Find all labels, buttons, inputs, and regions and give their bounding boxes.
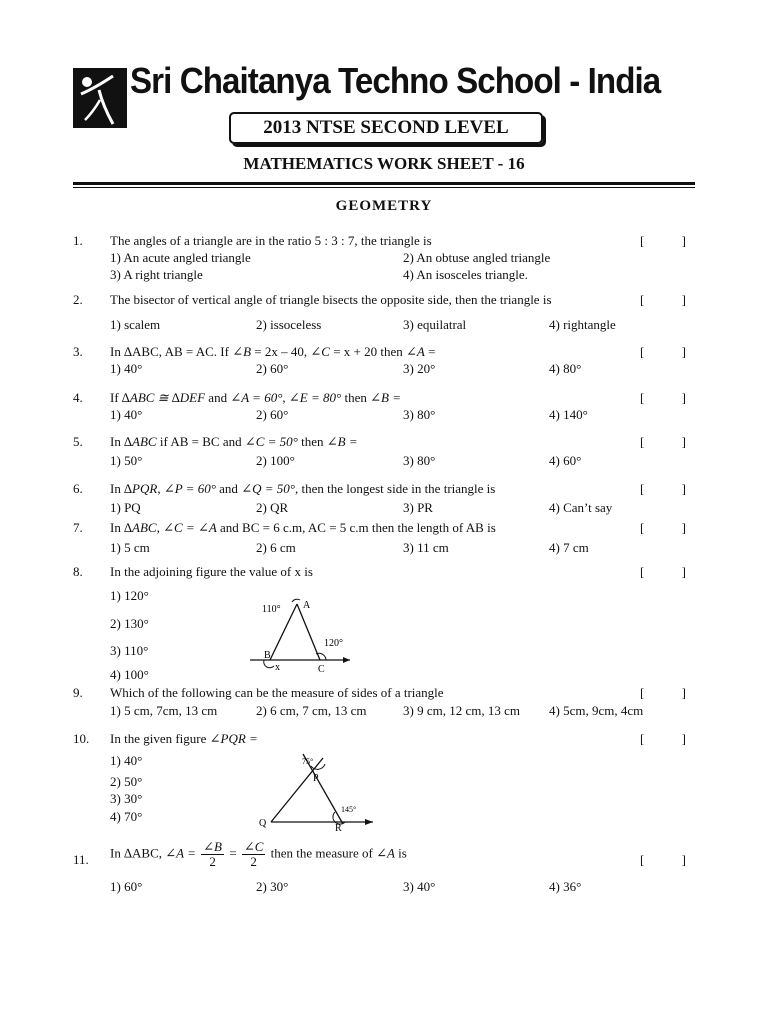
option: 4) rightangle bbox=[549, 317, 616, 332]
angle-label: x bbox=[275, 662, 280, 673]
option: 3) equilatral bbox=[403, 317, 467, 332]
vertex-label: B bbox=[264, 650, 271, 661]
option: 3) A right triangle bbox=[110, 267, 203, 282]
angle-label: 120° bbox=[324, 638, 343, 649]
option: 4) Can’t say bbox=[549, 500, 613, 515]
vertex-label: A bbox=[303, 600, 311, 611]
angle-label: 110° bbox=[262, 604, 281, 615]
question-number: 8. bbox=[73, 564, 83, 579]
option: 4) 60° bbox=[549, 453, 582, 468]
option: 4) 140° bbox=[549, 407, 588, 422]
vertex-label: C bbox=[318, 664, 325, 675]
question-number: 10. bbox=[73, 731, 90, 746]
question-number: 9. bbox=[73, 685, 83, 700]
question-text: In ∆PQR, ∠P = 60° and ∠Q = 50°, then the longest side in the triangle is bbox=[110, 481, 496, 496]
vertex-label: P bbox=[313, 773, 319, 784]
option: 1) 40° bbox=[110, 361, 143, 376]
option: 1) 40° bbox=[110, 753, 143, 768]
option: 3) 20° bbox=[403, 361, 436, 376]
option: 2) An obtuse angled triangle bbox=[403, 250, 551, 265]
question-text: In the given figure ∠PQR = bbox=[110, 731, 258, 746]
option: 2) 50° bbox=[110, 774, 143, 789]
question-number: 2. bbox=[73, 292, 83, 307]
question-text: The bisector of vertical angle of triangle bisects the opposite side, then the triangle is bbox=[110, 292, 552, 307]
option: 1) 5 cm bbox=[110, 540, 150, 555]
question-number: 7. bbox=[73, 520, 83, 535]
option: 1) 60° bbox=[110, 879, 143, 894]
option: 4) 36° bbox=[549, 879, 582, 894]
option: 3) 80° bbox=[403, 453, 436, 468]
answer-bracket: [ ] bbox=[640, 731, 686, 746]
option: 3) 9 cm, 12 cm, 13 cm bbox=[403, 703, 520, 718]
option: 4) 70° bbox=[110, 809, 143, 824]
option: 4) 100° bbox=[110, 667, 149, 682]
question-text: In ∆ABC, AB = AC. If ∠B = 2x – 40, ∠C = x + 20 then ∠A = bbox=[110, 344, 436, 359]
school-logo bbox=[73, 68, 127, 128]
option: 1) 120° bbox=[110, 588, 149, 603]
header-divider-thin bbox=[73, 187, 695, 188]
option: 3) 30° bbox=[110, 791, 143, 806]
question-text: In the adjoining figure the value of x is bbox=[110, 564, 313, 579]
answer-bracket: [ ] bbox=[640, 520, 686, 535]
option: 2) issoceless bbox=[256, 317, 322, 332]
question-text: In ∆ABC, ∠A = $\frac{\angle B}{2}$ = $\frac{\angle C}{2}$ then the measure of ∠A is bbox=[110, 839, 407, 869]
option: 1) 40° bbox=[110, 407, 143, 422]
option: 1) 5 cm, 7cm, 13 cm bbox=[110, 703, 218, 718]
question-text: Which of the following can be the measure of sides of a triangle bbox=[110, 685, 444, 700]
option: 2) 60° bbox=[256, 361, 289, 376]
option: 3) 11 cm bbox=[403, 540, 449, 555]
option: 3) 80° bbox=[403, 407, 436, 422]
option: 2) 130° bbox=[110, 616, 149, 631]
option: 4) 7 cm bbox=[549, 540, 589, 555]
option: 1) PQ bbox=[110, 500, 141, 515]
question-number: 6. bbox=[73, 481, 83, 496]
option: 4) 80° bbox=[549, 361, 582, 376]
question-number: 4. bbox=[73, 390, 83, 405]
option: 4) An isosceles triangle. bbox=[403, 267, 528, 282]
answer-bracket: [ ] bbox=[640, 344, 686, 359]
angle-label: 145° bbox=[341, 805, 357, 814]
answer-bracket: [ ] bbox=[640, 233, 686, 248]
question-text: In ∆ABC, ∠C = ∠A and BC = 6 c.m, AC = 5 c.m then the length of AB is bbox=[110, 520, 496, 535]
question-number: 1. bbox=[73, 233, 83, 248]
option: 1) scalem bbox=[110, 317, 161, 332]
fraction: $\frac{\angle B}{2}$ bbox=[203, 839, 222, 869]
section-title: GEOMETRY bbox=[335, 198, 433, 214]
vertex-label: R bbox=[335, 823, 342, 834]
question-text: In ∆ABC if AB = BC and ∠C = 50° then ∠B = bbox=[110, 434, 358, 449]
worksheet-title: MATHEMATICS WORK SHEET - 16 bbox=[243, 154, 525, 173]
answer-bracket: [ ] bbox=[640, 390, 686, 405]
option: 2) 30° bbox=[256, 879, 289, 894]
option: 3) 40° bbox=[403, 879, 436, 894]
question-text: The angles of a triangle are in the ratio 5 : 3 : 7, the triangle is bbox=[110, 233, 432, 248]
option: 2) QR bbox=[256, 500, 289, 515]
answer-bracket: [ ] bbox=[640, 852, 686, 867]
option: 3) PR bbox=[403, 500, 433, 515]
answer-bracket: [ ] bbox=[640, 292, 686, 307]
angle-label: 75° bbox=[302, 757, 314, 766]
header-divider bbox=[73, 182, 695, 185]
option: 2) 6 cm bbox=[256, 540, 296, 555]
question-number: 11. bbox=[73, 852, 89, 867]
answer-bracket: [ ] bbox=[640, 481, 686, 496]
question-text: If ∆ABC ≅ ∆DEF and ∠A = 60°, ∠E = 80° then ∠B = bbox=[110, 390, 401, 405]
option: 1) An acute angled triangle bbox=[110, 250, 251, 265]
school-name: Sri Chaitanya Techno School - India bbox=[130, 60, 661, 101]
question-number: 3. bbox=[73, 344, 83, 359]
option: 1) 50° bbox=[110, 453, 143, 468]
triangle-abc-figure bbox=[250, 596, 360, 676]
vertex-label: Q bbox=[259, 818, 267, 829]
option: 2) 6 cm, 7 cm, 13 cm bbox=[256, 703, 367, 718]
option: 4) 5cm, 9cm, 4cm bbox=[549, 703, 644, 718]
triangle-pqr-figure bbox=[255, 752, 380, 834]
option: 2) 100° bbox=[256, 453, 295, 468]
question-number: 5. bbox=[73, 434, 83, 449]
answer-bracket: [ ] bbox=[640, 564, 686, 579]
fraction: $\frac{\angle C}{2}$ bbox=[243, 839, 264, 869]
exam-level-banner: 2013 NTSE SECOND LEVEL bbox=[229, 112, 543, 144]
answer-bracket: [ ] bbox=[640, 685, 686, 700]
option: 2) 60° bbox=[256, 407, 289, 422]
option: 3) 110° bbox=[110, 643, 149, 658]
answer-bracket: [ ] bbox=[640, 434, 686, 449]
